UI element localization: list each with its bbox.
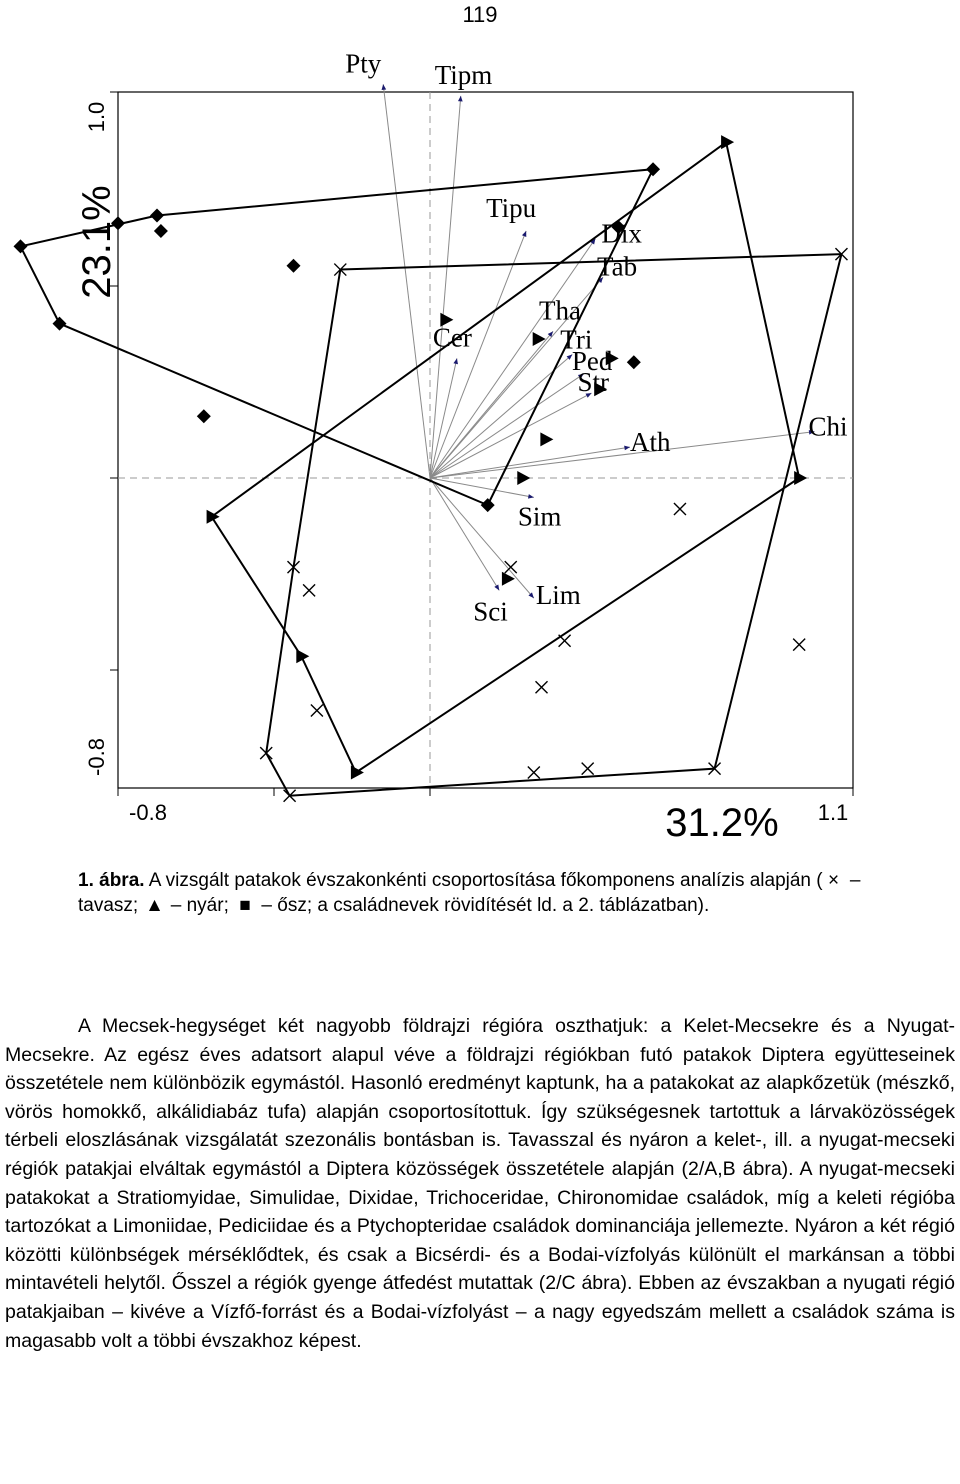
- vector-line: [430, 96, 461, 478]
- vector-label: Ped: [571, 345, 613, 376]
- figure-label: 1. ábra.: [78, 870, 145, 891]
- vector-label: Str: [577, 367, 610, 398]
- data-point-cross: [582, 763, 594, 775]
- vector-arrowhead: [453, 358, 458, 364]
- figure-caption: [78, 868, 898, 918]
- vector-label: Sim: [517, 501, 562, 532]
- vector-label: Tipm: [434, 59, 493, 90]
- vector-arrowhead: [494, 584, 499, 590]
- data-point-triangle: [794, 471, 807, 485]
- data-point-diamond: [150, 209, 164, 223]
- cross-icon: ×: [828, 870, 840, 891]
- hull-triangle: [212, 142, 800, 772]
- vector-arrowhead: [522, 231, 526, 237]
- x-tick-label: 1.1: [817, 800, 849, 825]
- data-point-triangle: [533, 332, 546, 346]
- vector-label: Pty: [345, 48, 382, 79]
- vector-line: [430, 478, 534, 598]
- y-tick-label: -0.8: [84, 738, 109, 776]
- plot-frame: [110, 92, 853, 796]
- vector-label: Chi: [808, 411, 848, 442]
- vector-label: Sci: [473, 596, 508, 627]
- vector-label: Lim: [535, 580, 581, 611]
- vector-line: [383, 84, 430, 478]
- vector-label: Tab: [597, 251, 638, 282]
- vector-line: [430, 239, 595, 478]
- vector-label: Tha: [539, 295, 582, 326]
- data-point-triangle: [540, 432, 553, 446]
- vector-arrowhead: [458, 96, 463, 102]
- caption-legend-autumn: – ősz; a családnevek rövidítését ld. a 2. táblázatban).: [261, 895, 710, 916]
- y-tick-label: 1.0: [84, 101, 109, 133]
- caption-legend-summer: – nyár;: [170, 895, 229, 916]
- vector-label: Cer: [432, 322, 472, 353]
- vector-line: [430, 231, 526, 478]
- data-point-diamond: [53, 317, 67, 331]
- vector-arrowhead: [528, 494, 534, 499]
- vector-label: Tipu: [486, 192, 537, 223]
- data-point-diamond: [627, 355, 641, 369]
- data-point-cross: [536, 681, 548, 693]
- square-icon: ■: [239, 895, 251, 916]
- data-point-cross: [674, 503, 686, 515]
- data-point-diamond: [481, 498, 495, 512]
- data-point-diamond: [154, 224, 168, 238]
- data-point-diamond: [287, 259, 301, 273]
- vector-label: Ath: [629, 427, 671, 458]
- data-point-cross: [528, 767, 540, 779]
- caption-legend-spring: – tavasz;: [78, 870, 861, 916]
- x-axis-label: 31.2%: [665, 801, 779, 845]
- x-tick-label: -0.8: [129, 800, 167, 825]
- data-point-diamond: [14, 239, 28, 253]
- body-paragraph: A Mecsek-hegységet két nagyobb földrajzi régióra oszthatjuk: a Kelet-Mecsekre és a Nyugat-Mecsekre. Az egész éves adatsort alapul véve a földrajzi régiókban futó patakok Diptera együtteseinek összetétele nem különbözik egymástól. Hasonló eredményt kaptunk, ha a patakokat az alapkőzetük (mészkő, vörös homokkő, alkálidiabáz tufa) alapján csoportosítottuk. Így szükségesnek tartottuk a lárvaközösségek térbeli eloszlásának vizsgálatát szezonális bontásban is. Tavasszal és nyáron a kelet-, ill. a nyugat-mecseki régiók patakjai elváltak egymástól a Diptera közösségek összetétele alapján (2/A,B ábra). A nyugat-mecseki patakokat a Stratiomyidae, Simulidae, Dixidae, Trichoceridae, Chironomidae családok, míg a keleti régióba tartozókat a Limoniidae, Pediciidae és a Ptychopteridae családok dominanciája jellemezte. Nyáron a két régió közötti különbségek mérséklődtek, és csak a Bicsérdi- és a Bodai-vízfolyás különült el markánsan a többi mintavételi helytől. Ősszel a régiók gyenge átfedést mutattak (2/C ábra). Ebben az évszakban a nyugati régió patakjaiban – kivéve a Vízfő-forrást és a Bodai-vízfolyást – a nagy egyedszám mellett a családok száma is magasabb volt a többi évszakhoz képest.: [5, 1015, 955, 1352]
- triangle-icon: ▲: [145, 895, 164, 916]
- vector-label: Tri: [560, 324, 593, 355]
- vector-line: [430, 331, 553, 478]
- data-point-diamond: [646, 162, 660, 176]
- page-number: 119: [462, 2, 498, 27]
- data-point-triangle: [517, 471, 530, 485]
- data-point-cross: [303, 584, 315, 596]
- data-point-cross: [311, 705, 323, 717]
- y-axis-label: 23.1%: [75, 185, 119, 299]
- body-text: [5, 1012, 955, 1355]
- vector-arrowhead: [382, 84, 387, 90]
- data-point-diamond: [197, 409, 211, 423]
- data-point-cross: [559, 635, 571, 647]
- vector-label: Dix: [601, 218, 642, 249]
- data-point-cross: [793, 639, 805, 651]
- caption-text-start: A vizsgált patakok évszakonkénti csoportosítása főkomponens analízis alapján (: [148, 870, 823, 891]
